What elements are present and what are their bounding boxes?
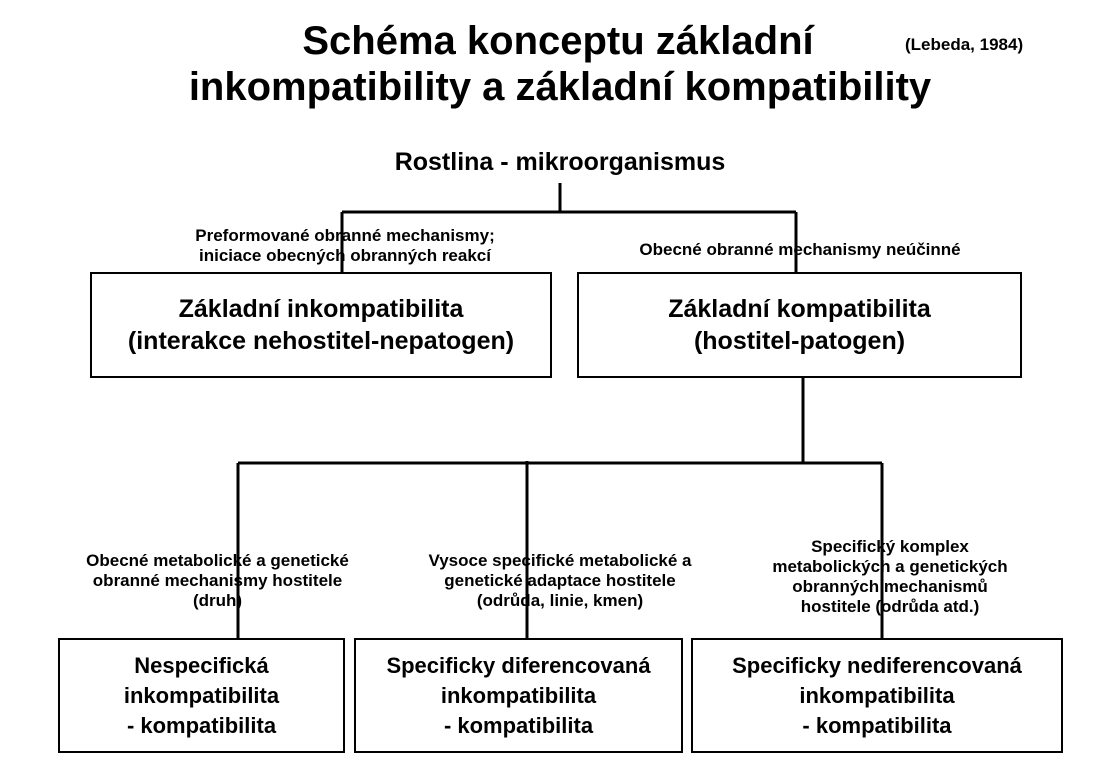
edge-label-undifferentiated bbox=[735, 537, 1045, 617]
node-specifically-undifferentiated-line-1: Specificky nediferencovaná bbox=[732, 652, 1022, 678]
edge-label-nonspecific-line-2: obranné mechanismy hostitele bbox=[92, 571, 343, 590]
edge-label-undifferentiated-line-1: Specifický komplex bbox=[811, 537, 969, 556]
node-specifically-differentiated bbox=[354, 638, 683, 753]
node-basic-incompatibility bbox=[90, 272, 552, 378]
node-specifically-differentiated-line-2: inkompatibilita bbox=[440, 682, 597, 708]
title-line-2: inkompatibility a základní kompatibility bbox=[188, 65, 932, 109]
citation: (Lebeda, 1984) bbox=[905, 35, 1024, 54]
node-specifically-undifferentiated-line-2: inkompatibilita bbox=[799, 682, 955, 708]
edge-label-undifferentiated-line-3: obranných mechanismů bbox=[792, 577, 988, 596]
edge-label-differentiated-line-2: genetické adaptace hostitele bbox=[444, 571, 676, 590]
node-nonspecific-line-1: Nespecifická bbox=[134, 652, 269, 678]
title-line-1: Schéma konceptu základní bbox=[302, 19, 814, 63]
node-basic-compatibility bbox=[577, 272, 1022, 378]
edge-label-nonspecific bbox=[45, 551, 390, 611]
node-nonspecific-line-3: - kompatibilita bbox=[126, 712, 277, 738]
edge-label-compat: Obecné obranné mechanismy neúčinné bbox=[639, 240, 961, 259]
node-basic-incompatibility-line-1: Základní inkompatibilita bbox=[178, 295, 464, 323]
edge-label-differentiated-line-1: Vysoce specifické metabolické a bbox=[428, 551, 692, 570]
diagram-title bbox=[0, 18, 1108, 110]
edge-label-incompat-line-2: iniciace obecných obranných reakcí bbox=[199, 246, 491, 265]
node-specifically-undifferentiated bbox=[691, 638, 1063, 753]
edge-label-undifferentiated-line-2: metabolických a genetických bbox=[772, 557, 1008, 576]
edge-label-nonspecific-line-1: Obecné metabolické a genetické bbox=[86, 551, 349, 570]
edge-label-differentiated bbox=[390, 551, 730, 611]
node-specifically-differentiated-line-3: - kompatibilita bbox=[443, 712, 594, 738]
node-basic-compatibility-line-2: (hostitel-patogen) bbox=[693, 327, 906, 355]
node-specifically-differentiated-line-1: Specificky diferencovaná bbox=[386, 652, 651, 678]
edge-label-differentiated-line-3: (odrůda, linie, kmen) bbox=[476, 591, 644, 610]
node-basic-incompatibility-line-2: (interakce nehostitel-nepatogen) bbox=[127, 327, 515, 355]
node-nonspecific-line-2: inkompatibilita bbox=[123, 682, 280, 708]
node-specifically-undifferentiated-line-3: - kompatibilita bbox=[802, 712, 952, 738]
edge-label-undifferentiated-line-4: hostitele (odrůda atd.) bbox=[800, 597, 980, 616]
edge-label-nonspecific-line-3: (druh) bbox=[192, 591, 243, 610]
edge-label-incompat bbox=[150, 226, 540, 266]
root-label: Rostlina - mikroorganismus bbox=[394, 148, 726, 176]
node-nonspecific bbox=[58, 638, 345, 753]
node-basic-compatibility-line-1: Základní kompatibilita bbox=[668, 295, 931, 323]
edge-label-incompat-line-1: Preformované obranné mechanismy; bbox=[195, 226, 495, 245]
